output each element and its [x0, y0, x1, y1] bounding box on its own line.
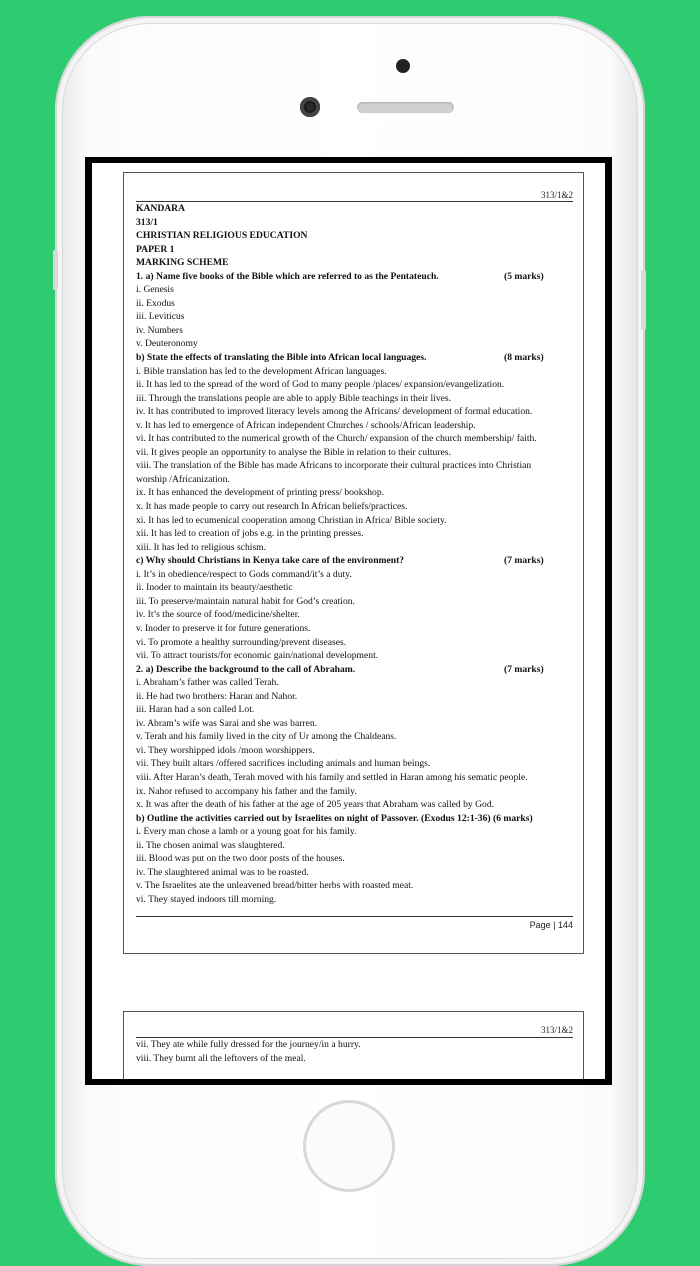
- answer-line: [136, 595, 576, 609]
- answer-line: [136, 514, 576, 528]
- document-page-1: [123, 172, 584, 954]
- line-text: iv. It has contributed to improved literacy levels among the Africans/ development of formal education.: [136, 406, 533, 418]
- answer-line: [136, 744, 576, 758]
- question-line: [136, 202, 576, 216]
- line-text: vi. They stayed indoors till morning.: [136, 893, 277, 905]
- line-text: vii. To attract tourists/for economic gain/national development.: [136, 650, 379, 662]
- line-text: iii. To preserve/maintain natural habit for God’s creation.: [136, 595, 355, 607]
- line-text: xiii. It has led to religious schism.: [136, 541, 267, 553]
- speaker-grille: [357, 102, 454, 113]
- line-text: CHRISTIAN RELIGIOUS EDUCATION: [136, 230, 308, 242]
- line-text: MARKING SCHEME: [136, 257, 229, 269]
- line-text: iii. Through the translations people are able to apply Bible teachings in their lives.: [136, 392, 452, 404]
- answer-line: [136, 500, 576, 514]
- line-text: viii. After Haran’s death, Terah moved with his family and settled in Haran among his sematic people.: [136, 771, 528, 783]
- line-text: iii. Haran had a son called Lot.: [136, 704, 255, 716]
- answer-line: [136, 419, 576, 433]
- line-text: x. It was after the death of his father at the age of 205 years that Abraham was called by God.: [136, 799, 495, 811]
- answer-line: [136, 757, 576, 771]
- line-text: x. It has made people to carry out research In African beliefs/practices.: [136, 501, 408, 513]
- question-line: [136, 554, 576, 568]
- marks-label: (7 marks): [504, 555, 544, 567]
- document-viewer[interactable]: [92, 163, 605, 1079]
- line-text: KANDARA: [136, 203, 186, 214]
- question-line: [136, 351, 576, 365]
- document-page-2: [123, 1011, 584, 1079]
- line-text: worship /Africanization.: [136, 473, 230, 485]
- line-text: iv. Abram’s wife was Sarai and she was barren.: [136, 717, 318, 729]
- marks-label: (5 marks): [504, 270, 544, 282]
- line-text: ii. The chosen animal was slaughtered.: [136, 839, 285, 851]
- answer-line: [136, 486, 576, 500]
- answer-line: [136, 581, 576, 595]
- answer-line: [136, 866, 576, 880]
- answer-line: [136, 324, 576, 338]
- answer-line: [136, 568, 576, 582]
- answer-line: [136, 636, 576, 650]
- answer-line: [136, 676, 576, 690]
- answer-line: [136, 1038, 361, 1052]
- line-text: 2. a) Describe the background to the call of Abraham.: [136, 663, 356, 675]
- line-text: xii. It has led to creation of jobs e.g. in the printing presses.: [136, 528, 364, 540]
- answer-line: [136, 893, 576, 907]
- answer-line: [136, 622, 576, 636]
- line-text: v. It has led to emergence of African independent Churches / schools/African leadership.: [136, 419, 476, 431]
- line-text: iv. Numbers: [136, 324, 183, 336]
- question-line: [136, 663, 576, 677]
- line-text: 1. a) Name five books of the Bible which are referred to as the Pentateuch.: [136, 270, 439, 282]
- line-text: ii. He had two brothers: Haran and Nahor.: [136, 690, 298, 702]
- line-text: ii. Exodus: [136, 297, 175, 309]
- answer-line: [136, 459, 576, 473]
- line-text: i. Abraham’s father was called Terah.: [136, 677, 279, 689]
- answer-line: [136, 1052, 361, 1066]
- question-line: [136, 243, 576, 257]
- answer-line: [136, 730, 576, 744]
- line-text: 313/1: [136, 216, 158, 228]
- answer-line: [136, 432, 576, 446]
- answer-line: [136, 879, 576, 893]
- line-text: vii. It gives people an opportunity to analyse the Bible in relation to their cultures.: [136, 446, 451, 458]
- line-text: vii. They built altars /offered sacrifices including animals and human beings.: [136, 758, 431, 770]
- line-text: iv. The slaughtered animal was to be roasted.: [136, 866, 309, 878]
- answer-line: [136, 771, 576, 785]
- marking-scheme-text: [136, 1038, 361, 1065]
- line-text: iv. It’s the source of food/medicine/shelter.: [136, 609, 300, 621]
- marking-scheme-text: [136, 202, 576, 906]
- marks-label: (7 marks): [504, 663, 544, 675]
- marks-label: (8 marks): [504, 352, 544, 364]
- line-text: viii. The translation of the Bible has made Africans to incorporate their cultural practices into Christian: [136, 460, 532, 472]
- line-text: i. Genesis: [136, 284, 174, 296]
- answer-line: [136, 283, 576, 297]
- line-text: v. The Israelites ate the unleavened bread/bitter herbs with roasted meat.: [136, 880, 414, 892]
- answer-line: [136, 649, 576, 663]
- line-text: vi. It has contributed to the numerical growth of the Church/ expansion of the church membership/ faith.: [136, 433, 537, 445]
- line-text: vi. To promote a healthy surrounding/prevent diseases.: [136, 636, 347, 648]
- phone-screen: [85, 157, 612, 1085]
- page-number: Page | 144: [529, 920, 573, 930]
- answer-line: [136, 608, 576, 622]
- footer-rule: [136, 916, 573, 917]
- answer-line: [136, 446, 576, 460]
- mute-switch: [53, 250, 58, 290]
- question-line: [136, 256, 576, 270]
- answer-line: [136, 703, 576, 717]
- question-line: [136, 270, 576, 284]
- power-button: [641, 270, 646, 330]
- answer-line: [136, 405, 576, 419]
- line-text: i. It’s in obedience/respect to Gods command/it’s a duty.: [136, 568, 352, 580]
- line-text: b) State the effects of translating the Bible into African local languages.: [136, 352, 427, 364]
- paper-code: 313/1&2: [540, 190, 573, 200]
- answer-line: [136, 337, 576, 351]
- line-text: v. Terah and his family lived in the city of Ur among the Chaldeans.: [136, 731, 397, 743]
- line-text: vi. They worshipped idols /moon worshippers.: [136, 744, 315, 756]
- line-text: ix. Nahor refused to accompany his father and the family.: [136, 785, 357, 797]
- line-text: b) Outline the activities carried out by Israelites on night of Passover. (Exodus 12:1-36) (6 marks): [136, 812, 533, 824]
- line-text: iii. Blood was put on the two door posts of the houses.: [136, 853, 345, 865]
- answer-line: [136, 310, 576, 324]
- line-text: i. Bible translation has led to the development African languages.: [136, 365, 387, 377]
- line-text: iii. Leviticus: [136, 311, 185, 323]
- line-text: viii. They burnt all the leftovers of the meal.: [136, 1052, 306, 1064]
- answer-line: [136, 839, 576, 853]
- answer-line: [136, 392, 576, 406]
- line-text: v. Deuteronomy: [136, 338, 198, 350]
- line-text: xi. It has led to ecumenical cooperation among Christian in Africa/ Bible society.: [136, 514, 447, 526]
- answer-line: [136, 785, 576, 799]
- front-camera-icon: [300, 97, 320, 117]
- line-text: ix. It has enhanced the development of printing press/ bookshop.: [136, 487, 385, 499]
- question-line: [136, 229, 576, 243]
- answer-line: [136, 798, 576, 812]
- answer-line: [136, 541, 576, 555]
- answer-line: [136, 690, 576, 704]
- answer-line: [136, 825, 576, 839]
- answer-line: [136, 365, 576, 379]
- line-text: c) Why should Christians in Kenya take care of the environment?: [136, 555, 405, 567]
- camera-dot-icon: [396, 59, 410, 73]
- question-line: [136, 216, 576, 230]
- line-text: i. Every man chose a lamb or a young goat for his family.: [136, 826, 357, 838]
- line-text: vii. They ate while fully dressed for the journey/in a hurry.: [136, 1039, 361, 1050]
- home-button[interactable]: [303, 1100, 395, 1192]
- paper-code: 313/1&2: [540, 1025, 573, 1035]
- line-text: ii. It has led to the spread of the word of God to many people /places/ expansion/evangelization.: [136, 379, 505, 391]
- answer-line: [136, 852, 576, 866]
- question-line: [136, 812, 576, 826]
- line-text: ii. Inoder to maintain its beauty/aesthetic: [136, 582, 293, 594]
- answer-line: [136, 717, 576, 731]
- answer-line: [136, 378, 576, 392]
- answer-line: [136, 297, 576, 311]
- answer-line: [136, 473, 576, 487]
- answer-line: [136, 527, 576, 541]
- line-text: v. Inoder to preserve it for future generations.: [136, 622, 311, 634]
- line-text: PAPER 1: [136, 243, 175, 255]
